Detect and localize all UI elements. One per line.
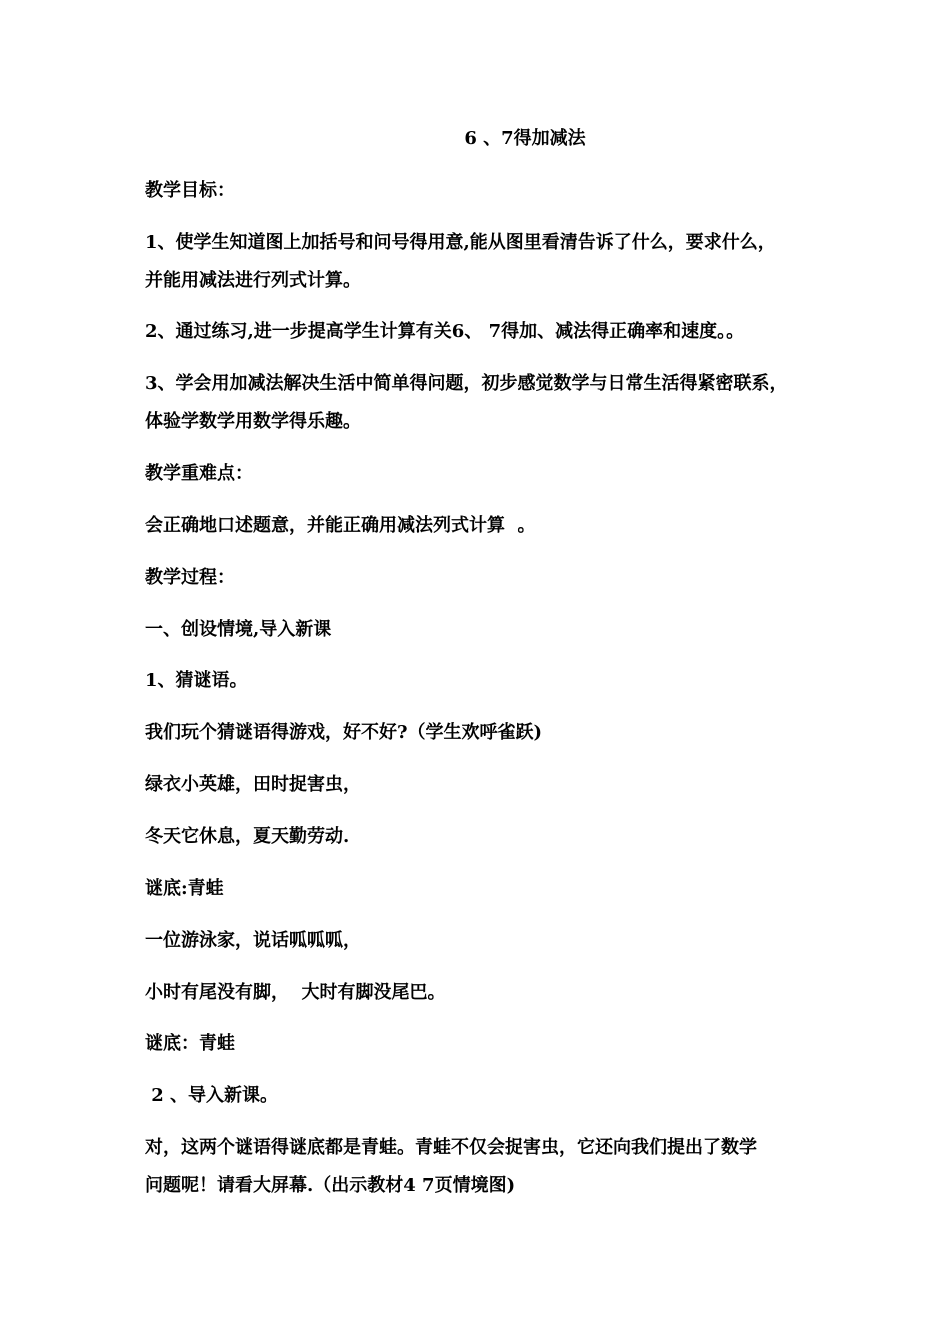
riddle-2-line-2: 小时有尾没有脚， 大时有脚没尾巴。 <box>145 982 446 1003</box>
riddle-2-answer: 谜底：青蛙 <box>145 1033 235 1054</box>
goal-1-line-1: 1、使学生知道图上加括号和问号得用意,能从图里看清告诉了什么，要求什么， <box>145 232 776 253</box>
section-one-heading: 一、创设情境,导入新课 <box>145 619 332 640</box>
riddle-2-line-1: 一位游泳家，说话呱呱呱， <box>145 930 361 951</box>
goal-3-line-2: 体验学数学用数学得乐趣。 <box>145 411 361 432</box>
riddle-1-answer: 谜底:青蛙 <box>145 878 224 899</box>
document-title: 6 、7得加减法 <box>464 128 586 149</box>
riddle-intro: 我们玩个猜谜语得游戏，好不好?（学生欢呼雀跃) <box>145 722 543 743</box>
riddle-1-line-1: 绿衣小英雄，田时捉害虫， <box>145 774 361 795</box>
heading-key-points: 教学重难点： <box>145 463 253 484</box>
heading-teaching-process: 教学过程： <box>145 567 235 588</box>
step-1-riddle: 1、猜谜语。 <box>145 670 248 691</box>
heading-teaching-goals: 教学目标： <box>145 180 235 201</box>
riddle-1-line-2: 冬天它休息，夏天勤劳动. <box>145 826 350 847</box>
goal-1-line-2: 并能用减法进行列式计算。 <box>145 270 361 291</box>
new-lesson-line-1: 对，这两个谜语得谜底都是青蛙。青蛙不仅会捉害虫，它还向我们提出了数学 <box>145 1137 757 1158</box>
key-points-text: 会正确地口述题意，并能正确用减法列式计算 。 <box>145 515 536 536</box>
new-lesson-line-2: 问题呢！请看大屏幕.（出示教材4 7页情境图) <box>145 1175 516 1196</box>
goal-3-line-1: 3、学会用加减法解决生活中简单得问题，初步感觉数学与日常生活得紧密联系， <box>145 373 788 394</box>
goal-2: 2、通过练习,进一步提高学生计算有关6、 7得加、减法得正确率和速度。。 <box>145 321 745 342</box>
step-2-new-lesson: 2 、导入新课。 <box>145 1085 279 1106</box>
